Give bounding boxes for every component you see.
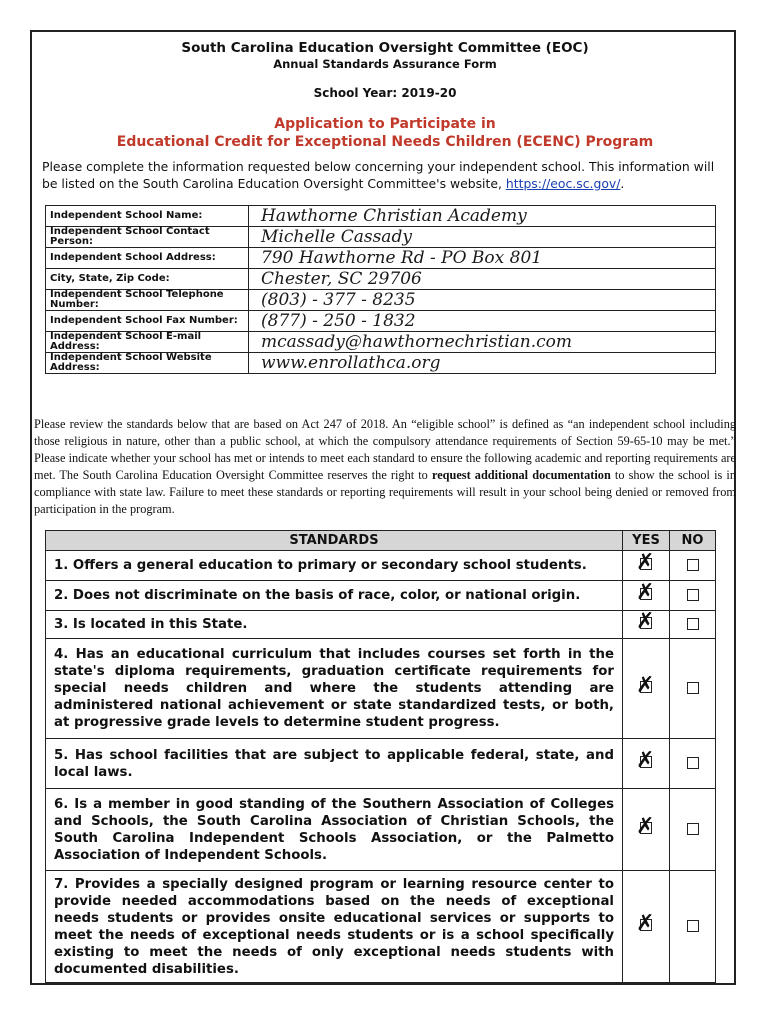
address-value[interactable]: 790 Hawthorne Rd - PO Box 801 — [249, 248, 716, 269]
yes-column-header: YES — [623, 531, 670, 551]
email-value[interactable]: mcassady@hawthornechristian.com — [249, 332, 716, 353]
website-value[interactable]: www.enrollathca.org — [249, 353, 716, 374]
standard-text: 4. Has an educational curriculum that includes courses set forth in the state's diploma requirements, graduation certificate requirements for special needs children and where the students attending are administered national achievement or state standardized tests, or both, at progressive grade levels to determine student progress. — [46, 639, 623, 739]
telephone-value[interactable]: (803) - 377 - 8235 — [249, 290, 716, 311]
review-text-2: to show the school is in compliance with state law. Failure to meet these standards or reporting requirements will result in your school being denied or removed from participation in the program. — [34, 468, 736, 516]
standards-table — [45, 530, 716, 983]
standard-text: 5. Has school facilities that are subject to applicable federal, state, and local laws. — [46, 739, 623, 789]
standard-text: 1. Offers a general education to primary or secondary school students. — [46, 551, 623, 581]
standard-text: 6. Is a member in good standing of the Southern Association of Colleges and Schools, the South Carolina Association of Christian Schools, the South Carolina Independent Schools Association, or the Palmetto Association of Independent Schools. — [46, 789, 623, 871]
org-title: South Carolina Education Oversight Committee (EOC) — [181, 40, 589, 56]
review-paragraph — [34, 416, 736, 518]
standard-text: 7. Provides a specially designed program or learning resource center to provide needed accommodations based on the needs of exceptional needs students or provides onsite educational services or supports to meet the needs of exceptional needs students or is a school specifically existing to meet the needs of only exceptional needs students with documented disabilities. — [46, 871, 623, 983]
check-mark-icon: ✗ — [636, 747, 655, 773]
standard-row-3 — [46, 611, 716, 639]
standard-row-4 — [46, 639, 716, 739]
intro-paragraph — [42, 158, 732, 192]
table-row — [46, 269, 716, 290]
no-cell — [670, 789, 716, 871]
standard-text: 2. Does not discriminate on the basis of race, color, or national origin. — [46, 581, 623, 611]
yes-cell — [623, 739, 670, 789]
no-cell — [670, 611, 716, 639]
no-checkbox[interactable] — [687, 559, 699, 571]
check-mark-icon: ✗ — [636, 579, 655, 605]
standard-row-6 — [46, 789, 716, 871]
table-row — [46, 227, 716, 248]
application-title-line1: Application to Participate in — [274, 116, 496, 132]
email-label: Independent School E-mail Address: — [46, 332, 249, 353]
school-name-label: Independent School Name: — [46, 206, 249, 227]
yes-checkbox-checked[interactable] — [636, 672, 655, 698]
fax-value[interactable]: (877) - 250 - 1832 — [249, 311, 716, 332]
table-row — [46, 311, 716, 332]
yes-cell — [623, 789, 670, 871]
no-checkbox[interactable] — [687, 757, 699, 769]
yes-checkbox-checked[interactable] — [636, 549, 655, 575]
check-mark-icon: ✗ — [636, 910, 655, 936]
table-row — [46, 206, 716, 227]
standard-row-5 — [46, 739, 716, 789]
table-row — [46, 290, 716, 311]
no-checkbox[interactable] — [687, 682, 699, 694]
yes-cell — [623, 551, 670, 581]
website-label: Independent School Website Address: — [46, 353, 249, 374]
no-checkbox[interactable] — [687, 618, 699, 630]
standard-text: 3. Is located in this State. — [46, 611, 623, 639]
yes-checkbox-checked[interactable] — [636, 747, 655, 773]
no-cell — [670, 551, 716, 581]
no-checkbox[interactable] — [687, 589, 699, 601]
yes-cell — [623, 871, 670, 983]
yes-checkbox-checked[interactable] — [636, 813, 655, 839]
no-column-header: NO — [670, 531, 716, 551]
intro-end: . — [620, 176, 625, 191]
standards-title: STANDARDS — [46, 531, 623, 551]
yes-cell — [623, 608, 670, 639]
check-mark-icon: ✗ — [636, 672, 655, 698]
no-cell — [670, 871, 716, 983]
check-mark-icon: ✗ — [636, 608, 655, 634]
contact-person-value[interactable]: Michelle Cassady — [249, 227, 716, 248]
check-mark-icon: ✗ — [636, 813, 655, 839]
review-bold: request additional documentation — [431, 468, 611, 482]
no-cell — [670, 739, 716, 789]
city-state-zip-value[interactable]: Chester, SC 29706 — [249, 269, 716, 290]
standard-row-7 — [46, 871, 716, 983]
telephone-label: Independent School Telephone Number: — [46, 290, 249, 311]
no-checkbox[interactable] — [687, 920, 699, 932]
school-year: School Year: 2019-20 — [313, 86, 457, 100]
contact-person-label: Independent School Contact Person: — [46, 227, 249, 248]
yes-cell — [623, 581, 670, 611]
review-text-1: Please review the standards below that are based on Act 247 of 2018. An “eligible school” is defined as “an independent school including those religious in nature, other than a public school, at which the compulsory attendance requirements of Section 59-65-10 may be met.” Please indicate whether your school has met or intends to meet each standard to ensure the following academic and reporting requirements are met. The South Carolina Education Oversight Committee reserves the right to — [34, 417, 736, 482]
table-row — [46, 353, 716, 374]
standard-row-1 — [46, 551, 716, 581]
school-info-table — [45, 205, 716, 374]
intro-text: Please complete the information requested below concerning your independent school. This information will be listed on the South Carolina Education Oversight Committee's website, — [42, 159, 715, 191]
table-row — [46, 332, 716, 353]
no-cell — [670, 581, 716, 611]
address-label: Independent School Address: — [46, 248, 249, 269]
yes-checkbox-checked[interactable] — [636, 579, 655, 605]
city-state-zip-label: City, State, Zip Code: — [46, 269, 249, 290]
school-name-value[interactable]: Hawthorne Christian Academy — [249, 206, 716, 227]
yes-cell — [623, 639, 670, 739]
form-title: Annual Standards Assurance Form — [273, 57, 497, 71]
application-title-line2: Educational Credit for Exceptional Needs Children (ECENC) Program — [116, 134, 654, 150]
yes-checkbox-checked[interactable] — [636, 608, 655, 634]
no-checkbox[interactable] — [687, 823, 699, 835]
table-row — [46, 248, 716, 269]
yes-checkbox-checked[interactable] — [636, 910, 655, 936]
fax-label: Independent School Fax Number: — [46, 311, 249, 332]
eoc-website-link[interactable]: https://eoc.sc.gov/ — [505, 176, 621, 191]
check-mark-icon: ✗ — [636, 549, 655, 575]
standards-header-row — [46, 531, 716, 551]
no-cell — [670, 639, 716, 739]
standard-row-2 — [46, 581, 716, 611]
